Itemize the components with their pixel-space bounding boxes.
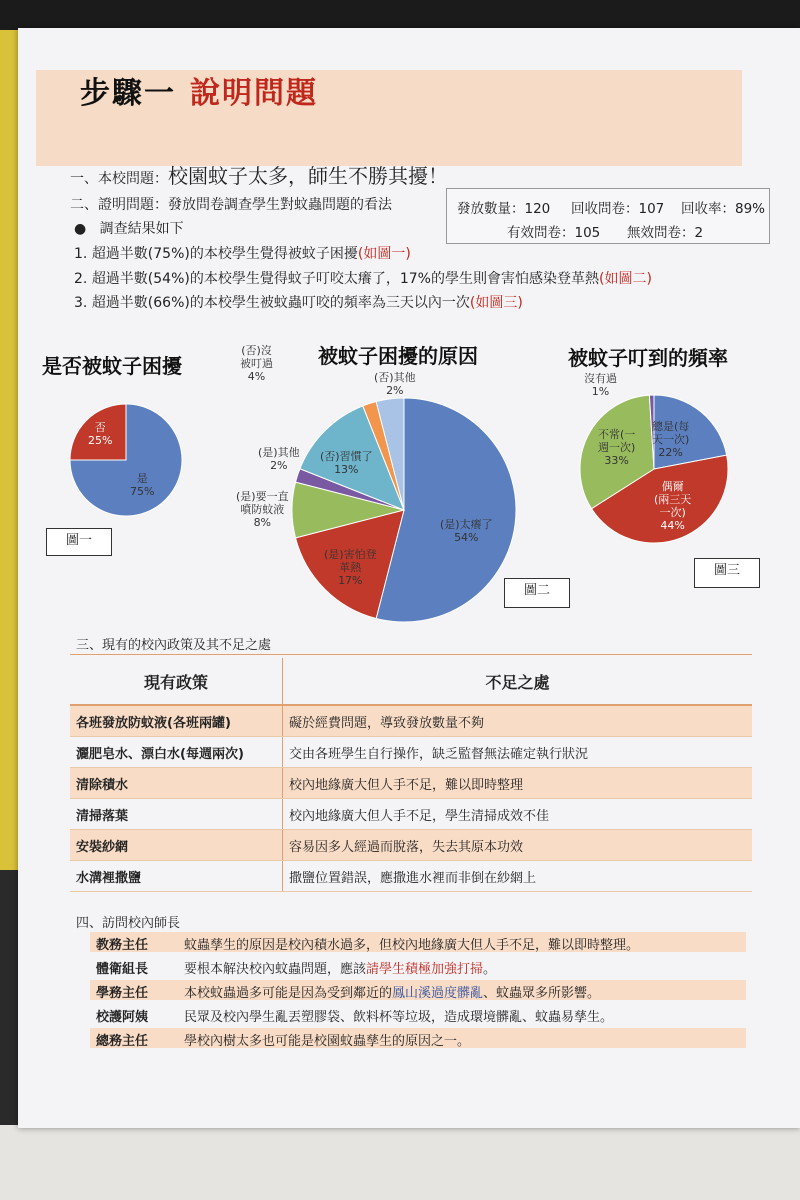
policy-divider (70, 654, 752, 655)
chart1-title: 是否被蚊子困擾 (42, 354, 182, 378)
policy-cell: 清除積水 (70, 768, 283, 799)
policy-cell: 各班發放防蚊液(各班兩罐) (70, 705, 283, 737)
visit-section-title: 四、訪問校內師長 (76, 916, 181, 931)
pie-charts (18, 28, 800, 648)
text-pre: 本校蚊蟲過多可能是因為受到鄰近的 (184, 986, 393, 1001)
policy-section-title: 三、現有的校內政策及其不足之處 (76, 638, 272, 653)
list-item (90, 1004, 746, 1024)
poster-board (18, 28, 800, 1128)
policy-cell: 清掃落葉 (70, 799, 283, 830)
pie2-label-c: (是)要一直 噴防蚊液 8% (236, 490, 289, 529)
table-row (70, 799, 752, 830)
problem-label: 一、本校問題： (70, 171, 168, 187)
issue-cell: 撒鹽位置錯誤，應撒進水裡而非倒在紗網上 (283, 861, 753, 892)
interviewee: 校護阿姨 (96, 1010, 149, 1025)
result-num: 2. (74, 271, 88, 287)
result-text: 超過半數(54%)的本校學生覺得蚊子叮咬太癢了，17%的學生則會害怕感染登革熱 (91, 271, 599, 287)
table-row (70, 705, 752, 737)
policy-cell: 灑肥皂水、漂白水(每週兩次) (70, 737, 283, 768)
pie2-label-g: (否)沒 被叮過 4% (240, 344, 273, 383)
table-row (70, 768, 752, 799)
table-row (70, 830, 752, 861)
interview-text (184, 958, 496, 977)
result-num: 1. (74, 246, 88, 262)
list-item (90, 1028, 746, 1048)
policy-header-policy: 現有政策 (70, 658, 283, 705)
chart3-title: 被蚊子叮到的頻率 (568, 346, 728, 370)
result-text: 超過半數(75%)的本校學生覺得被蚊子困擾 (91, 246, 358, 262)
pie2-label-d: (是)其他 2% (258, 446, 300, 472)
figure-1-label: 圖一 (46, 528, 112, 556)
issue-cell: 校內地緣廣大但人手不足，學生清掃成效不佳 (283, 799, 753, 830)
pie3-label-d: 沒有過 1% (584, 372, 617, 398)
interview-text (184, 982, 600, 1001)
text-pre: 要根本解決校內蚊蟲問題，應該 (184, 962, 367, 977)
result-ref: (如圖一) (357, 246, 411, 262)
pie-chart-2 (292, 398, 516, 622)
result-ref: (如圖三) (469, 295, 523, 311)
text-post: 。 (483, 962, 497, 977)
proof-label: 二、證明問題：發放問卷調查學生對蚊蟲問題的看法 (70, 197, 392, 213)
interviewee: 教務主任 (96, 938, 149, 953)
bullet-icon: ● (74, 221, 87, 237)
pie2-label-f: (否)其他 2% (374, 371, 416, 397)
problem-text: 校園蚊子太多，師生不勝其擾！ (168, 164, 448, 188)
interview-text: 學校內樹太多也可能是校園蚊蟲孳生的原因之一。 (184, 1034, 471, 1049)
interviewee: 學務主任 (96, 986, 149, 1001)
title-topic: 說明問題 (190, 76, 318, 111)
list-item (90, 932, 746, 952)
pie3-label-b: 偶爾 (兩三天 一次) 44% (654, 480, 692, 532)
result-text: 超過半數(66%)的本校學生被蚊蟲叮咬的頻率為三天以內一次 (91, 295, 470, 311)
result-num: 3. (74, 295, 88, 311)
figure-2-label: 圖二 (504, 578, 570, 608)
bullet-text: 調查結果如下 (99, 221, 184, 237)
pie1-label-no: 否 25% (88, 421, 113, 447)
interviewee: 總務主任 (96, 1034, 149, 1049)
pie3-label-c: 不常(一 週一次) 33% (598, 428, 636, 467)
policy-header-issue: 不足之處 (283, 658, 753, 705)
stat-rate: 回收率：89% (681, 201, 766, 217)
stat-valid: 有效問卷：105 (507, 225, 601, 241)
interviewee: 體衛組長 (96, 962, 149, 977)
table-row (70, 861, 752, 892)
pie3-label-a: 總是(每 天一次) 22% (652, 420, 690, 459)
policy-cell: 水溝裡撒鹽 (70, 861, 283, 892)
stat-invalid: 無效問卷：2 (627, 225, 704, 241)
policy-cell: 安裝紗網 (70, 830, 283, 861)
figure-3-label: 圖三 (694, 558, 760, 588)
pie-chart-1 (70, 404, 182, 516)
text-post: 、蚊蟲眾多所影響。 (483, 986, 601, 1001)
result-ref: (如圖二) (598, 271, 652, 287)
text-highlight: 鳳山溪過度髒亂 (392, 986, 484, 1001)
policy-header-row (70, 658, 752, 705)
interview-text: 蚊蟲孳生的原因是校內積水過多，但校內地緣廣大但人手不足，難以即時整理。 (184, 938, 640, 953)
background-floor (0, 1125, 800, 1200)
title-step: 步驟一 (80, 76, 176, 111)
interview-text: 民眾及校內學生亂丟塑膠袋、飲料杯等垃圾，造成環境髒亂、蚊蟲易孳生。 (184, 1010, 614, 1025)
issue-cell: 校內地緣廣大但人手不足，難以即時整理 (283, 768, 753, 799)
table-row (70, 737, 752, 768)
text-highlight: 請學生積極加強打掃 (366, 962, 484, 977)
stat-issued: 發放數量：120 (457, 201, 551, 217)
issue-cell: 礙於經費問題，導致發放數量不夠 (283, 705, 753, 737)
pie1-label-yes: 是 75% (130, 472, 155, 498)
issue-cell: 容易因多人經過而脫落，失去其原本功效 (283, 830, 753, 861)
pie2-label-e: (否)習慣了 13% (320, 450, 373, 476)
policy-table (70, 658, 752, 892)
issue-cell: 交由各班學生自行操作，缺乏監督無法確定執行狀況 (283, 737, 753, 768)
pie2-label-a: (是)太癢了 54% (440, 518, 493, 544)
list-item (90, 956, 746, 976)
pie2-label-b: (是)害怕登 革熱 17% (324, 548, 377, 587)
stat-returned: 回收問卷：107 (571, 201, 665, 217)
chart2-title: 被蚊子困擾的原因 (318, 344, 478, 368)
list-item (90, 980, 746, 1000)
